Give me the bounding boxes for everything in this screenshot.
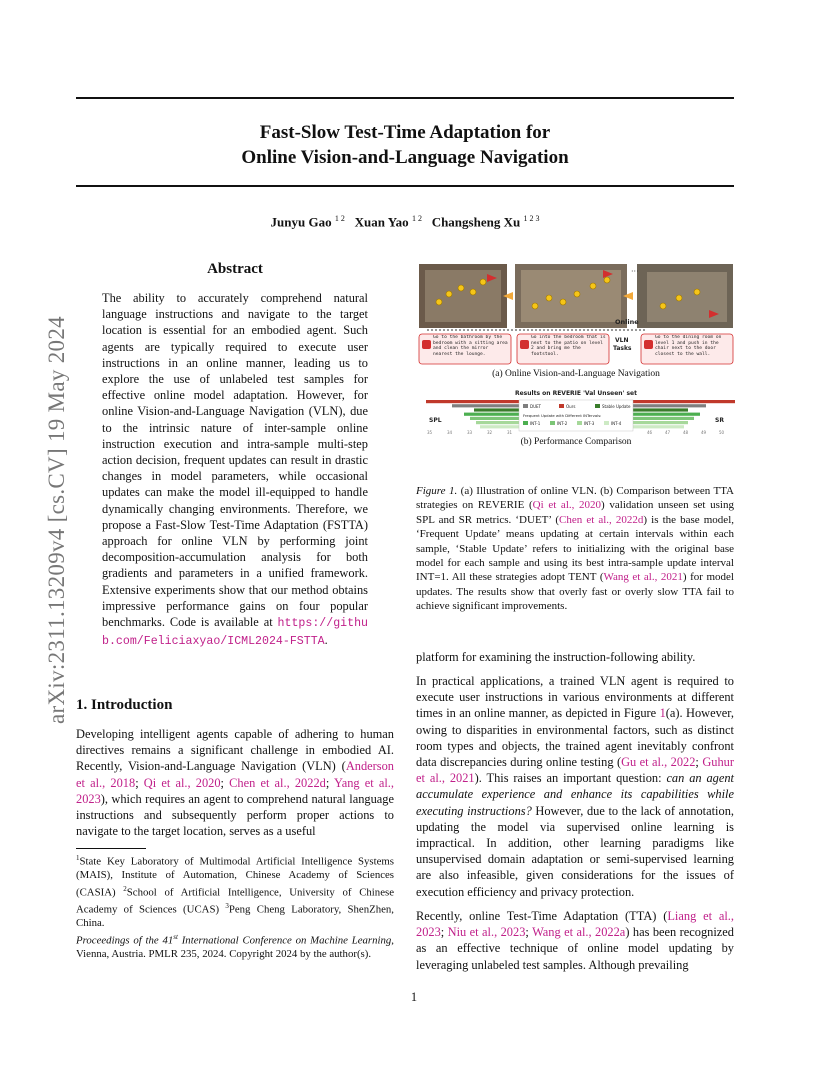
intro-heading: 1. Introduction — [76, 697, 173, 713]
sr-tick-label: 48 — [683, 430, 689, 435]
caption-text: ) validation unseen set using SPL and SR metrics. ‘DUET’ ( — [416, 499, 734, 526]
affil-2: School of Artificial Intelligence, University of Chinese Academy of Sciences (UCAS) — [76, 886, 394, 916]
citation-link[interactable]: Chen et al., 2022d — [559, 513, 644, 526]
para-text: In practical applications, a trained VLN agent is required to execute user instructions in various environments at different times in an online manner, as depicted in Figure — [416, 674, 734, 721]
subcaption-a: (a) Online Vision-and-Language Navigation — [492, 369, 660, 379]
paragraph-tta — [416, 908, 734, 973]
affiliation-footnote: $^1$State Key Laboratory of Multimodal Artificial Intelligence Systems (MAIS), Institute of Automation, Chinese Academy of Sciences (CASIA) $^2$School of Artificial Intelligence, University of Chinese Academy of Sciences (UCAS) $^3$Peng Cheng Laboratory, ShenZhen, China. — [76, 854, 394, 930]
arxiv-stamp — [16, 270, 69, 770]
legend-swatch — [595, 404, 600, 408]
task-text-1: Go to the bathroom by the bedroom with a sitting area and clean the mirror nearest the lounge. — [433, 335, 508, 357]
proc-conf: International Conference on Machine Learning — [177, 934, 392, 947]
citation-link[interactable]: Wang et al., 2021 — [603, 571, 683, 584]
legend-subtitle: Frequent Update with Different INTervals: — [523, 413, 602, 418]
citation-link[interactable]: Niu et al., 2023 — [447, 925, 526, 940]
sep: ; — [135, 775, 144, 790]
title-line-2: Online Vision-and-Language Navigation — [241, 147, 569, 168]
intro-text: Developing intelligent agents capable of adhering to human directives remains a significant challenge in embodied AI. Recently, Vision-and-Language Navigation (VLN) ( — [76, 727, 394, 774]
legend-swatch — [523, 404, 528, 408]
legend-swatch — [604, 421, 609, 425]
spl-tick-label: 33 — [467, 430, 473, 435]
chart-legend — [519, 400, 633, 431]
spl-tick-label: 32 — [487, 430, 493, 435]
author-affil: 1 2 — [334, 214, 345, 223]
spl-tick-label: 31 — [507, 430, 513, 435]
legend-label: Stable Update — [602, 404, 631, 409]
task-text-2: Go into the bedroom that is next to the patio on level 2 and bring me the footstool. — [531, 335, 606, 357]
legend-swatch — [577, 421, 582, 425]
proceedings-note — [76, 931, 394, 962]
intro-paragraph — [76, 726, 394, 839]
para-text: ) has been recognized as an effective technique of online model updating by leveraging unlabeled test samples. Although prevailing — [416, 925, 734, 972]
legend-label: Ours — [566, 404, 576, 409]
proc-sup: st — [173, 933, 178, 941]
citation-link[interactable]: Gu et al., 2022 — [621, 755, 696, 770]
title-line-1: Fast-Slow Test-Time Adaptation for — [259, 122, 551, 143]
chart-title: Results on REVERIE 'Val Unseen' set — [514, 390, 638, 397]
vln-label: VLN — [615, 337, 629, 344]
citation-link[interactable]: Anderson et al., 2018 — [76, 759, 394, 790]
author-affil: 1 2 3 — [523, 214, 540, 223]
author-list — [76, 214, 734, 230]
spl-axis-label: SPL — [429, 417, 442, 424]
affil-1: State Key Laboratory of Multimodal Artificial Intelligence Systems (MAIS), Institute of Automation, Chinese Academy of Sciences (CASIA) — [76, 855, 394, 899]
citation-link[interactable]: Wang et al., 2022a — [532, 925, 626, 940]
research-question: can an agent accumulate experience and enhance its capabilities while executing instructions? — [416, 771, 734, 818]
title-top-rule — [76, 97, 734, 99]
sr-tick-label: 49 — [701, 430, 707, 435]
para-text: ). This raises an important question: — [474, 771, 667, 786]
legend-label: INT-4 — [611, 421, 622, 426]
para-text: (a). However, owing to disparities in environmental factors, such as distinct room types and objects, the trained agent inevitably confront data discrepancies during online testing ( — [416, 706, 735, 770]
author-affil: 1 2 — [411, 214, 422, 223]
task-text-3: Go to the dining room on level 1 and push in the chair next to the door closest to the wall. — [655, 335, 722, 357]
citation-link[interactable]: Chen et al., 2022d — [229, 775, 326, 790]
sep: ; — [525, 925, 533, 940]
abstract-body — [102, 290, 368, 650]
abstract-end: . — [324, 633, 328, 648]
sr-axis-label: SR — [715, 417, 724, 424]
arxiv-stamp-text: arXiv:2311.13209v4 [cs.CV] 19 May 2024 — [44, 316, 69, 724]
caption-label: Figure 1. — [416, 485, 458, 497]
intro-continuation: platform for examining the instruction-following ability. — [416, 650, 696, 664]
para-text: Recently, online Test-Time Adaptation (TTA) ( — [416, 909, 668, 923]
citation-link[interactable]: Guhur et al., 2021 — [416, 755, 734, 786]
author-name: Changsheng Xu — [431, 214, 521, 230]
title-bottom-rule — [76, 185, 734, 187]
legend-label: DUET — [530, 404, 541, 409]
sep: ; — [220, 775, 230, 790]
citation-link[interactable]: Qi et al., 2020 — [532, 499, 602, 512]
caption-text: (a) Illustration of online VLN. (b) Comparison between TTA strategies on REVERIE ( — [416, 485, 734, 512]
sr-tick-label: 46 — [647, 430, 653, 435]
para-text: However, due to the lack of annotation, updating the model via supervised online learning is impractical. In addition, other learning paradigms like unsupervised domain adaptation or semi-supervised learning are also infeasible, given considerations for the issues of execution efficiency and privacy protection. — [416, 803, 734, 899]
legend-label: INT-1 — [530, 421, 541, 426]
proc-details: , Vienna, Austria. PMLR 235, 2024. Copyright 2024 by the author(s). — [76, 934, 394, 961]
legend-swatch — [559, 404, 564, 408]
sep: ; — [695, 755, 703, 770]
affil-3: Peng Cheng Laboratory, ShenZhen, China. — [76, 903, 394, 930]
caption-text: ) for model updates. The results show that overly fast or overly slow TTA fail to achieve significant improvements. — [416, 571, 734, 613]
legend-swatch — [550, 421, 555, 425]
author-name: Xuan Yao — [354, 214, 409, 230]
abstract-heading: Abstract — [207, 261, 263, 277]
citation-link[interactable]: Yang et al., 2023 — [76, 775, 394, 806]
abstract-text: The ability to accurately comprehend natural language instructions and navigate to the target location is essential for an embodied agent. Such agents are typically required to execute user instructions in an online manner, leading us to explore the use of unlabeled test samples for effective online model adaptation. However, for online Vision-and-Language Navigation (VLN), due to the intrinsic nature of inter-sample online instruction execution and intra-sample multi-step action decision, frequent updates can result in drastic changes in model parameters, while occasional updates can make the model ill-equipped to handle dynamically changing environments. Therefore, we propose a Fast-Slow Test-Time Adaptation (FSTTA) approach for online VLN by performing joint decomposition-accumulation analysis for both gradients and parameters in a unified framework. Extensive experiments show that our method obtains impressive performance gains on four popular benchmarks. Code is available at — [102, 291, 368, 630]
figure-caption — [416, 484, 734, 614]
proc-num: 41 — [162, 934, 174, 947]
citation-link[interactable]: Liang et al., 2023 — [416, 909, 734, 940]
paper-title — [76, 120, 734, 170]
citation-link[interactable]: Qi et al., 2020 — [143, 775, 221, 790]
online-label: Online — [615, 318, 639, 326]
proc-text: Proceedings of the — [76, 934, 163, 947]
sr-tick-label: 47 — [665, 430, 671, 435]
legend-label: INT-3 — [584, 421, 595, 426]
page-number: 1 — [410, 990, 418, 1004]
author-name: Junyu Gao — [270, 214, 332, 230]
code-link[interactable]: https://github.com/Feliciaxyao/ICML2024-FSTTA — [102, 617, 368, 649]
figure-1 — [417, 262, 735, 458]
figure-ref-link[interactable]: 1 — [659, 706, 666, 721]
legend-swatch — [523, 421, 528, 425]
sr-tick-label: 50 — [719, 430, 725, 435]
caption-text: ) is the base model, ‘Frequent Update’ means updating at certain intervals within each sample, ‘Stable Update’ refers to initializing with the original base model for each sample and using its best intra-sample update interval INT=1. All these strategies adopt TENT ( — [416, 513, 734, 584]
footnote-rule — [76, 848, 146, 849]
ellipsis: ··· — [631, 267, 639, 276]
subcaption-b: (b) Performance Comparison — [520, 437, 632, 447]
spl-tick-label: 34 — [447, 430, 453, 435]
paragraph-practical — [416, 673, 734, 900]
spl-tick-label: 35 — [427, 430, 433, 435]
sep: ; — [440, 925, 448, 940]
legend-label: INT-2 — [557, 421, 568, 426]
figure-1-graphic — [417, 262, 735, 458]
tasks-label: Tasks — [613, 345, 632, 352]
intro-text: ), which requires an agent to comprehend natural language instructions and subsequently perform proper actions to navigate to the target location, serves as a useful — [76, 791, 394, 839]
sep: ; — [325, 775, 334, 790]
